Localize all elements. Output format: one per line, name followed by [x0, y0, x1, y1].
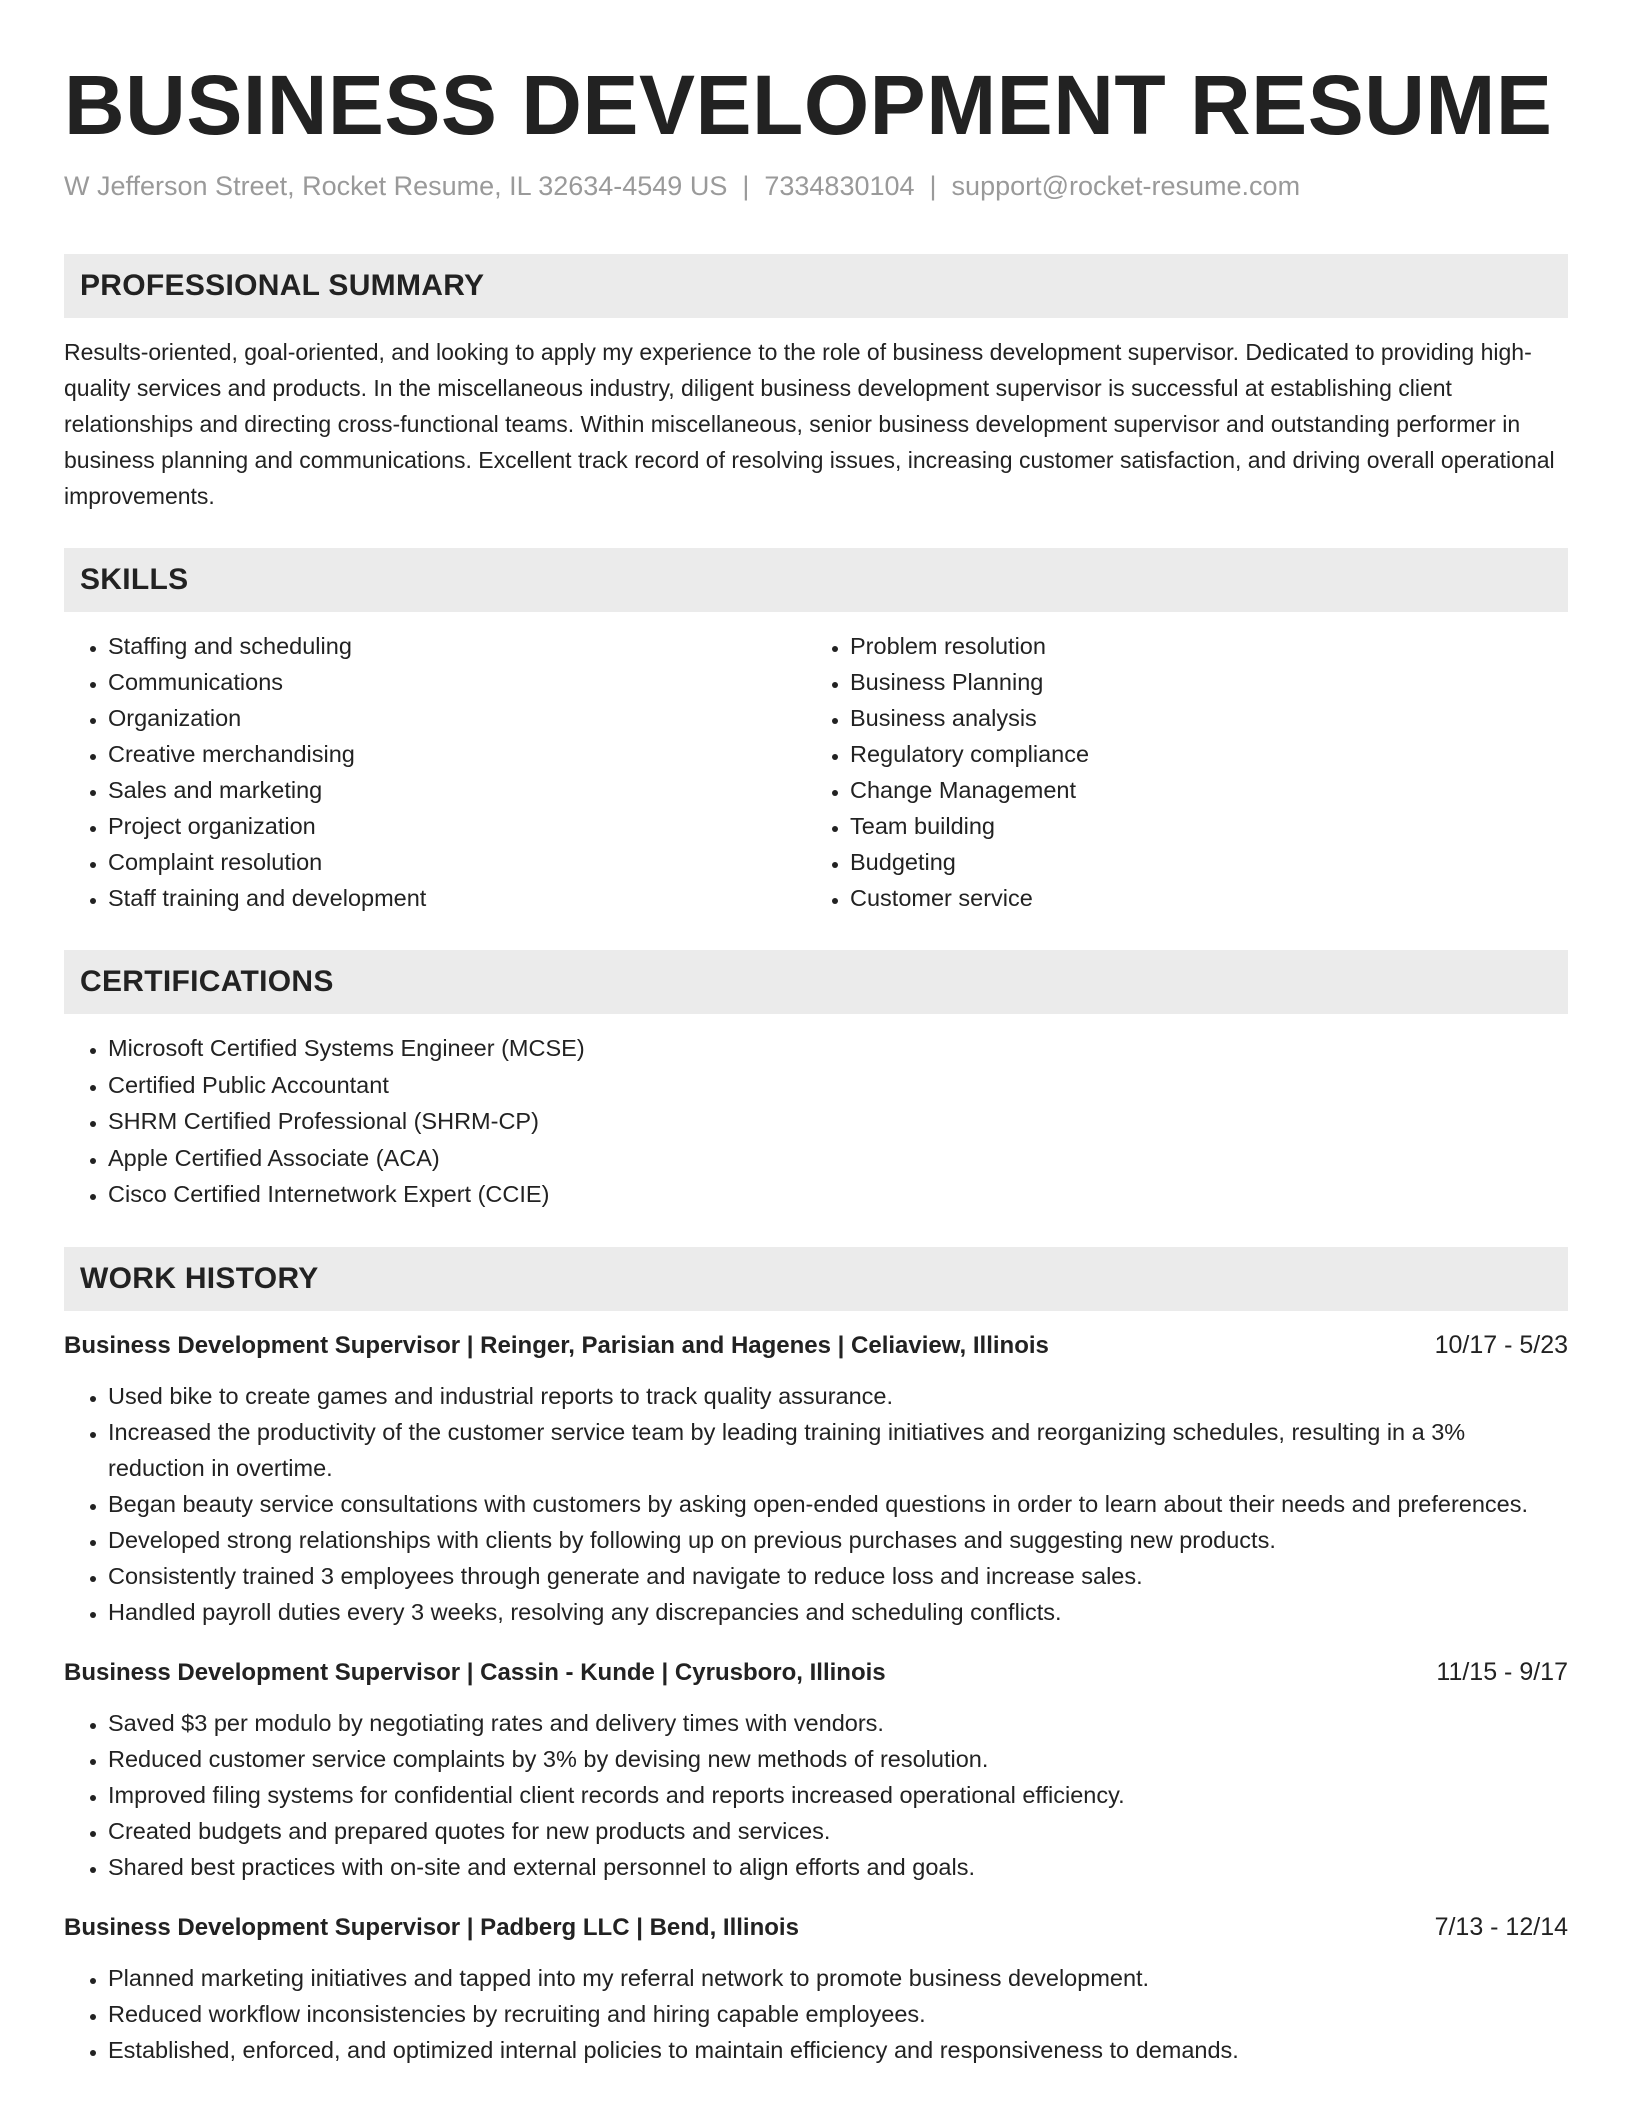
job-bullet: • Reduced workflow inconsistencies by recruiting and hiring capable employees.	[108, 1996, 1568, 2032]
job-bullet: • Began beauty service consultations with customers by asking open-ended questions in order to learn about their needs and preferences.	[108, 1486, 1568, 1522]
job-bullets	[64, 1960, 1568, 2068]
skill-item: • Problem resolution	[850, 628, 1548, 664]
certifications-list	[64, 1030, 1568, 1213]
job-bullet: • Improved filing systems for confidential client records and reports increased operational efficiency.	[108, 1777, 1568, 1813]
job-entry	[64, 1654, 1568, 1885]
skill-item: • Regulatory compliance	[850, 736, 1548, 772]
job-bullet: • Used bike to create games and industrial reports to track quality assurance.	[108, 1378, 1568, 1414]
job-header	[64, 1327, 1568, 1364]
skill-item: • Change Management	[850, 772, 1548, 808]
job-bullet: • Shared best practices with on-site and external personnel to align efforts and goals.	[108, 1849, 1568, 1885]
job-dates: 11/15 - 9/17	[1436, 1657, 1568, 1686]
contact-line	[64, 168, 1568, 204]
job-bullet: • Consistently trained 3 employees through generate and navigate to reduce loss and increase sales.	[108, 1558, 1568, 1594]
job-bullet: • Reduced customer service complaints by 3% by devising new methods of resolution.	[108, 1741, 1568, 1777]
job-dates: 7/13 - 12/14	[1434, 1912, 1568, 1941]
skills-column-right	[806, 628, 1548, 916]
contact-separator: |	[929, 171, 937, 201]
job-bullets	[64, 1378, 1568, 1630]
skills-section	[64, 548, 1568, 916]
job-entry	[64, 1327, 1568, 1630]
skill-item: • Project organization	[108, 808, 806, 844]
contact-address: W Jefferson Street, Rocket Resume, IL 32634-4549 US	[64, 171, 728, 201]
skill-item: • Staffing and scheduling	[108, 628, 806, 664]
resume-title: BUSINESS DEVELOPMENT RESUME	[64, 58, 1553, 152]
job-bullet: • Created budgets and prepared quotes for new products and services.	[108, 1813, 1568, 1849]
job-heading: Business Development Supervisor | Padberg LLC | Bend, Illinois	[64, 1913, 799, 1941]
job-header	[64, 1654, 1568, 1691]
skill-item: • Budgeting	[850, 844, 1548, 880]
skill-item: • Creative merchandising	[108, 736, 806, 772]
work-history-section	[64, 1247, 1568, 2068]
skill-item: • Communications	[108, 664, 806, 700]
certification-item: • Microsoft Certified Systems Engineer (MCSE)	[108, 1030, 1568, 1067]
resume-content	[64, 60, 1568, 2068]
contact-phone: 7334830104	[764, 171, 915, 201]
skill-item: • Business Planning	[850, 664, 1548, 700]
section-title-certifications: CERTIFICATIONS	[64, 950, 1568, 1014]
job-bullet: • Established, enforced, and optimized internal policies to maintain efficiency and responsiveness to demands.	[108, 2032, 1568, 2068]
certification-item: • Apple Certified Associate (ACA)	[108, 1140, 1568, 1177]
section-title-summary: PROFESSIONAL SUMMARY	[64, 254, 1568, 318]
section-title-work-history: WORK HISTORY	[64, 1247, 1568, 1311]
job-bullet: • Increased the productivity of the customer service team by leading training initiatives and reorganizing schedules, resulting in a 3% reduction in overtime.	[108, 1414, 1568, 1486]
job-heading: Business Development Supervisor | Reinger, Parisian and Hagenes | Celiaview, Illinois	[64, 1331, 1049, 1359]
certification-item: • Certified Public Accountant	[108, 1067, 1568, 1104]
job-header	[64, 1909, 1568, 1946]
job-bullet: • Handled payroll duties every 3 weeks, resolving any discrepancies and scheduling conflicts.	[108, 1594, 1568, 1630]
job-heading: Business Development Supervisor | Cassin - Kunde | Cyrusboro, Illinois	[64, 1658, 886, 1686]
certification-item: • Cisco Certified Internetwork Expert (CCIE)	[108, 1176, 1568, 1213]
job-bullet: • Saved $3 per modulo by negotiating rates and delivery times with vendors.	[108, 1705, 1568, 1741]
skill-item: • Staff training and development	[108, 880, 806, 916]
job-entry	[64, 1909, 1568, 2068]
skills-list-left	[64, 628, 806, 916]
skill-item: • Sales and marketing	[108, 772, 806, 808]
skill-item: • Complaint resolution	[108, 844, 806, 880]
skill-item: • Business analysis	[850, 700, 1548, 736]
skills-column-left	[64, 628, 806, 916]
job-bullets	[64, 1705, 1568, 1885]
summary-text: Results-oriented, goal-oriented, and looking to apply my experience to the role of business development supervisor. Dedicated to providing high-quality services and products. In the miscellaneous industry, diligent business development supervisor is successful at establishing client relationships and directing cross-functional teams. Within miscellaneous, senior business development supervisor and outstanding performer in business planning and communications. Excellent track record of resolving issues, increasing customer satisfaction, and driving overall operational improvements.	[64, 339, 1555, 509]
contact-separator: |	[742, 171, 750, 201]
skill-item: • Team building	[850, 808, 1548, 844]
job-dates: 10/17 - 5/23	[1434, 1330, 1568, 1359]
section-title-skills: SKILLS	[64, 548, 1568, 612]
job-bullet: • Developed strong relationships with clients by following up on previous purchases and suggesting new products.	[108, 1522, 1568, 1558]
certification-item: • SHRM Certified Professional (SHRM-CP)	[108, 1103, 1568, 1140]
contact-email: support@rocket-resume.com	[951, 171, 1301, 201]
skill-item: • Organization	[108, 700, 806, 736]
job-bullet: • Planned marketing initiatives and tapped into my referral network to promote business development.	[108, 1960, 1568, 1996]
certifications-section	[64, 950, 1568, 1213]
skill-item: • Customer service	[850, 880, 1548, 916]
skills-list-right	[806, 628, 1548, 916]
skills-columns	[64, 628, 1568, 916]
